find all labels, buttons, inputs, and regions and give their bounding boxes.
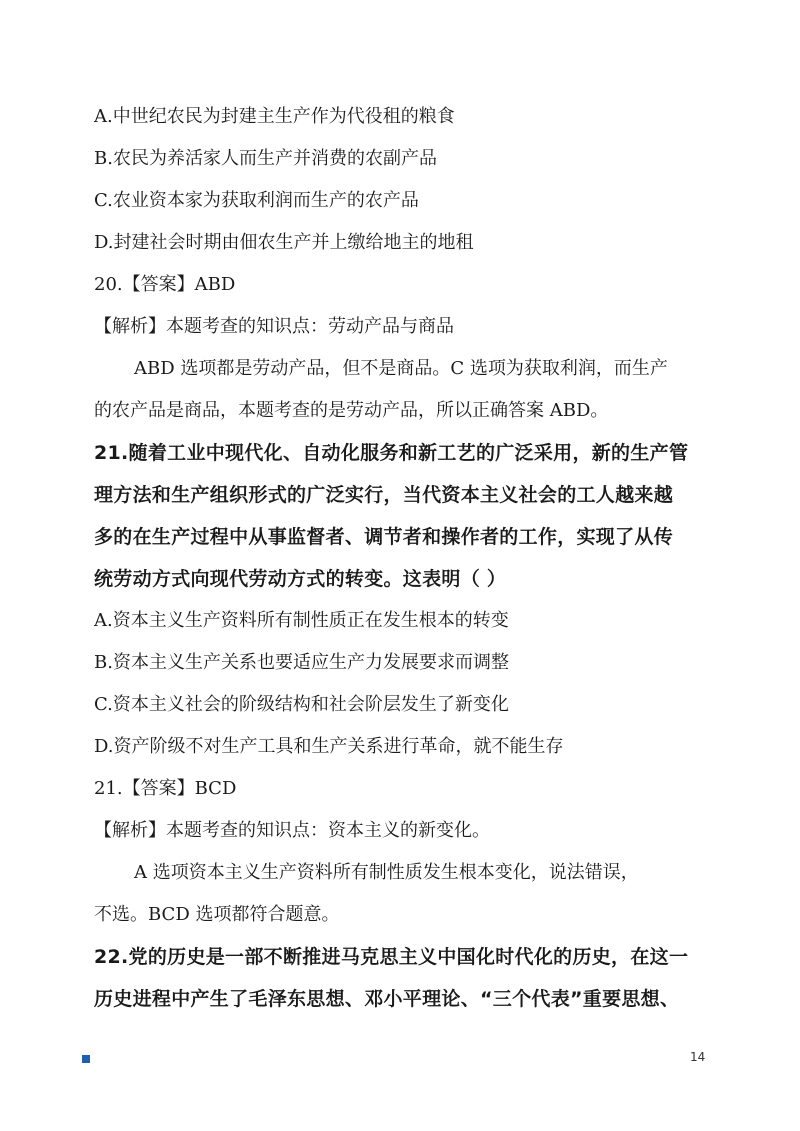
q20-answer: 20.【答案】ABD <box>94 274 236 295</box>
q20-option-d: D.封建社会时期由佃农生产并上缴给地主的地租 <box>94 232 474 253</box>
q21-question-line-2: 理方法和生产组织形式的广泛实行，当代资本主义社会的工人越来越 <box>94 484 674 506</box>
q21-option-c: C.资本主义社会的阶级结构和社会阶层发生了新变化 <box>94 694 509 715</box>
q21-option-d: D.资产阶级不对生产工具和生产关系进行革命，就不能生存 <box>94 736 564 757</box>
q21-question-line-3: 多的在生产过程中从事监督者、调节者和操作者的工作，实现了从传 <box>94 526 674 548</box>
q21-explanation-line-2: 不选。BCD 选项都符合题意。 <box>94 904 340 925</box>
q21-analysis: 【解析】本题考查的知识点：资本主义的新变化。 <box>94 820 490 841</box>
q21-explanation-line-1: A 选项资本主义生产资料所有制性质发生根本变化，说法错误， <box>134 862 639 883</box>
q20-option-b: B.农民为养活家人而生产并消费的农副产品 <box>94 148 437 169</box>
q20-explanation-line-2: 的农产品是商品，本题考查的是劳动产品，所以正确答案 ABD。 <box>94 400 609 421</box>
q22-question-line-1: 22.党的历史是一部不断推进马克思主义中国化时代化的历史，在这一 <box>94 946 689 968</box>
q21-option-b: B.资本主义生产关系也要适应生产力发展要求而调整 <box>94 652 509 673</box>
q21-question-line-4: 统劳动方式向现代劳动方式的转变。这表明（ ） <box>94 568 507 590</box>
q20-option-c: C.农业资本家为获取利润而生产的农产品 <box>94 190 419 211</box>
q21-answer: 21.【答案】BCD <box>94 778 237 799</box>
q22-question-line-2: 历史进程中产生了毛泽东思想、邓小平理论、“三个代表”重要思想、 <box>94 988 680 1010</box>
page-number: 14 <box>690 1050 706 1064</box>
q20-option-a: A.中世纪农民为封建主生产作为代役租的粮食 <box>94 106 455 127</box>
q20-analysis: 【解析】本题考查的知识点：劳动产品与商品 <box>94 316 454 337</box>
footer-square-icon <box>82 1055 90 1063</box>
q21-option-a: A.资本主义生产资料所有制性质正在发生根本的转变 <box>94 610 509 631</box>
q21-question-line-1: 21.随着工业中现代化、自动化服务和新工艺的广泛采用，新的生产管 <box>94 442 689 464</box>
q20-explanation-line-1: ABD 选项都是劳动产品，但不是商品。C 选项为获取利润，而生产 <box>134 358 668 379</box>
